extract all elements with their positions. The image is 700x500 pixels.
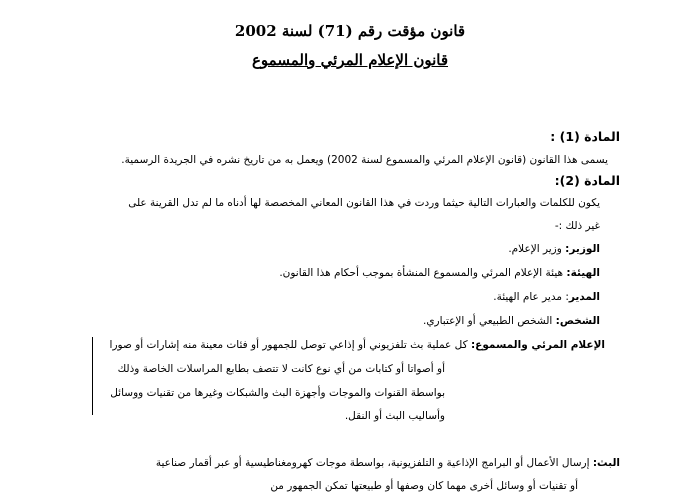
article-2-intro-line2: غير ذلك :- (554, 220, 600, 232)
definition-broadcast-line1 (156, 458, 620, 469)
law-subtitle: قانون الإعلام المرئي والمسموع (251, 51, 449, 69)
article-1-text: يسمى هذا القانون (قانون الإعلام المرئي والمسموع لسنة 2002) ويعمل به من تاريخ نشره في الجريدة الرسمية. (121, 154, 608, 166)
definition-text: : مدير عام الهيئة. (493, 291, 569, 303)
article-2-intro-line1: يكون للكلمات والعبارات التالية حيثما وردت في هذا القانون المعاني المخصصة لها أدناه ما لم تدل القرينة على (128, 197, 600, 209)
definition-person (423, 316, 600, 327)
definition-text: الشخص الطبيعي أو الإعتباري. (422, 315, 556, 327)
definition-broadcast-line2: أو تقنيات أو وسائل أخرى مهما كان وصفها أو طبيعتها تمكن الجمهور من (270, 480, 578, 492)
definition-media-line2: أو أصواتا أو كتابات من أي نوع كانت لا تتصف بطابع المراسلات الخاصة وذلك (117, 363, 445, 375)
definition-media-line1 (110, 340, 605, 351)
law-title: قانون مؤقت رقم (71) لسنة 2002 (234, 22, 466, 40)
definition-text: هيئة الإعلام المرئي والمسموع المنشأة بموجب أحكام هذا القانون. (279, 267, 567, 279)
definition-term: الهيئة: (566, 267, 600, 279)
margin-line (92, 337, 93, 415)
definition-term: البث: (592, 457, 620, 469)
definition-media-line4: وأساليب البث أو النقل. (344, 410, 445, 422)
definition-term: الشخص: (555, 315, 600, 327)
definition-text: وزير الإعلام. (508, 243, 566, 255)
article-1-heading: المادة (1) : (550, 129, 620, 144)
definition-text: كل عملية بث تلفزيوني أو إذاعي توصل للجمهور أو فئات معينة منه إشارات أو صورا (109, 339, 471, 351)
definition-minister (508, 244, 600, 255)
definition-text: إرسال الأعمال أو البرامج الإذاعية و التلفزيونية، بواسطة موجات كهرومغناطيسية أو عبر أقمار صناعية (155, 457, 593, 469)
definition-term: الإعلام المرئي والمسموع: (470, 339, 605, 351)
definition-media-line3: بواسطة القنوات والموجات وأجهزة البث والشبكات وغيرها من تقنيات ووسائل (110, 387, 445, 399)
definition-director (493, 292, 600, 303)
definition-commission (279, 268, 600, 279)
article-2-heading: المادة (2): (554, 173, 620, 188)
definition-term: المدير (568, 291, 600, 303)
definition-term: الوزير: (565, 243, 600, 255)
